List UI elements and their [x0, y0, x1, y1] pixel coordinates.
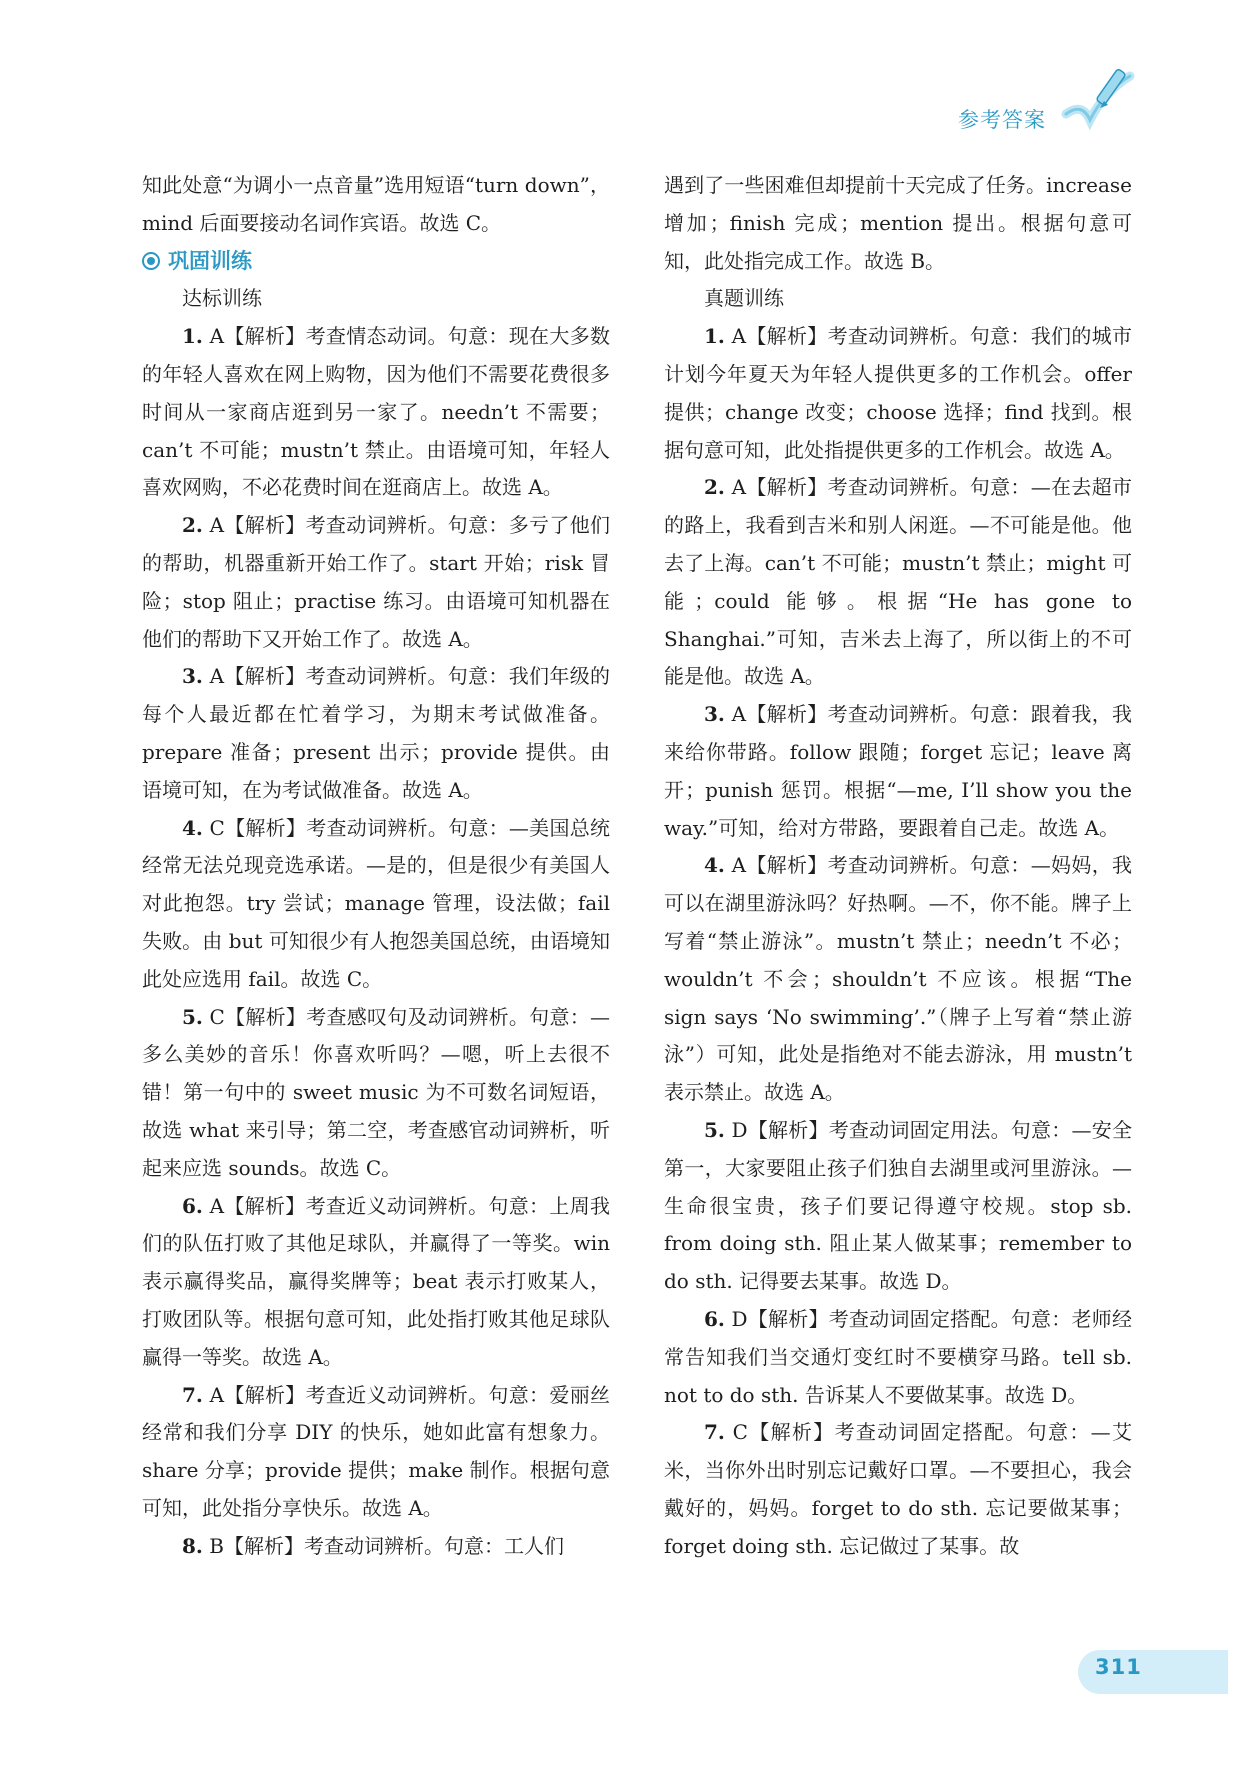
answer-item: 1. A【解析】考查情态动词。句意：现在大多数的年轻人喜欢在网上购物，因为他们不需要花费很多时间从一家商店逛到另一家了。needn’t 不需要；can’t 不可能；mustn’t 禁止。由语境可知，年轻人喜欢网购，不必花费时间在逛商店上。故选 A。 [142, 324, 611, 500]
left-intro-paragraph: 知此处意“为调小一点音量”选用短语“turn down”，mind 后面要接动名词作宾语。故选 C。 [142, 173, 610, 235]
header-section-label: 参考答案 [958, 108, 1046, 132]
answer-item: 6. D【解析】考查动词固定搭配。句意：老师经常告知我们当交通灯变红时不要横穿马路。tell sb. not to do sth. 告诉某人不要做某事。故选 D。 [664, 1306, 1132, 1407]
page-number: 311 [1095, 1655, 1142, 1679]
subsection-title-left: 达标训练 [182, 286, 262, 311]
left-column [142, 167, 610, 1565]
pen-checkmark-icon [1060, 62, 1140, 142]
answer-item: 2. A【解析】考查动词辨析。句意：—在去超市的路上，我看到吉米和别人闲逛。—不可能是他。他去了上海。can’t 不可能；mustn’t 禁止；might 可能；could 能够。根据“He has gone to Shanghai.”可知，吉米去上海了，所以街上的不可能是他。故选 A。 [664, 475, 1133, 689]
right-column [664, 167, 1132, 1565]
right-intro-paragraph: 遇到了一些困难但却提前十天完成了任务。increase 增加；finish 完成；mention 提出。根据句意可知，此处指完成工作。故选 B。 [664, 173, 1132, 273]
answer-item: 3. A【解析】考查动词辨析。句意：跟着我，我来给你带路。follow 跟随；forget 忘记；leave 离开；punish 惩罚。根据“—me, I’ll show you the way.”可知，给对方带路，要跟着自己走。故选 A。 [664, 702, 1133, 840]
answer-item: 5. C【解析】考查感叹句及动词辨析。句意：—多么美妙的音乐！你喜欢听吗？—嗯，听上去很不错！第一句中的 sweet music 为不可数名词短语，故选 what 来引导；第二空，考查感官动词辨析，听起来应选 sounds。故选 C。 [142, 1004, 610, 1180]
section-title: 巩固训练 [168, 248, 252, 273]
answer-item: 1. A【解析】考查动词辨析。句意：我们的城市计划今年夏天为年轻人提供更多的工作机会。offer 提供；change 改变；choose 选择；find 找到。根据句意可知，此处指提供更多的工作机会。故选 A。 [664, 324, 1133, 462]
answer-item: 7. C【解析】考查动词固定搭配。句意：—艾米，当你外出时别忘记戴好口罩。—不要担心，我会戴好的，妈妈。forget to do sth. 忘记要做某事；forget doing sth. 忘记做过了某事。故 [664, 1420, 1132, 1558]
subsection-title-right: 真题训练 [704, 286, 784, 311]
answer-item: 8. B【解析】考查动词辨析。句意：工人们 [182, 1533, 564, 1558]
answer-item: 6. A【解析】考查近义动词辨析。句意：上周我们的队伍打败了其他足球队，并赢得了一等奖。win 表示赢得奖品，赢得奖牌等；beat 表示打败某人，打败团队等。根据句意可知，此处指打败其他足球队赢得一等奖。故选 A。 [142, 1193, 611, 1369]
answer-item: 4. A【解析】考查动词辨析。句意：—妈妈，我可以在湖里游泳吗？好热啊。—不，你不能。牌子上写着“禁止游泳”。mustn’t 禁止；needn’t 不必；wouldn’t 不会；shouldn’t 不应该。根据“The sign says ‘No swimming’.”（牌子上写着“禁止游泳”）可知，此处是指绝对不能去游泳，用 mustn’t 表示禁止。故选 A。 [664, 853, 1133, 1105]
section-heading [142, 243, 610, 281]
section-bullet-icon [142, 252, 160, 270]
answer-item: 4. C【解析】考查动词辨析。句意：—美国总统经常无法兑现竞选承诺。—是的，但是很少有美国人对此抱怨。try 尝试；manage 管理，设法做；fail 失败。由 but 可知很少有人抱怨美国总统，由语境知此处应选用 fail。故选 C。 [142, 815, 610, 991]
answer-item: 3. A【解析】考查动词辨析。句意：我们年级的每个人最近都在忙着学习，为期末考试做准备。prepare 准备；present 出示；provide 提供。由语境可知，在为考试做准备。故选 A。 [142, 664, 611, 802]
answer-item: 5. D【解析】考查动词固定用法。句意：—安全第一，大家要阻止孩子们独自去湖里或河里游泳。—生命很宝贵，孩子们要记得遵守校规。stop sb. from doing sth. 阻止某人做某事；remember to do sth. 记得要去某事。故选 D。 [664, 1117, 1132, 1294]
answer-item: 7. A【解析】考查近义动词辨析。句意：爱丽丝经常和我们分享 DIY 的快乐，她如此富有想象力。share 分享；provide 提供；make 制作。根据句意可知，此处指分享快乐。故选 A。 [142, 1382, 611, 1520]
answer-item: 2. A【解析】考查动词辨析。句意：多亏了他们的帮助，机器重新开始工作了。start 开始；risk 冒险；stop 阻止；practise 练习。由语境可知机器在他们的帮助下又开始工作了。故选 A。 [142, 513, 611, 651]
